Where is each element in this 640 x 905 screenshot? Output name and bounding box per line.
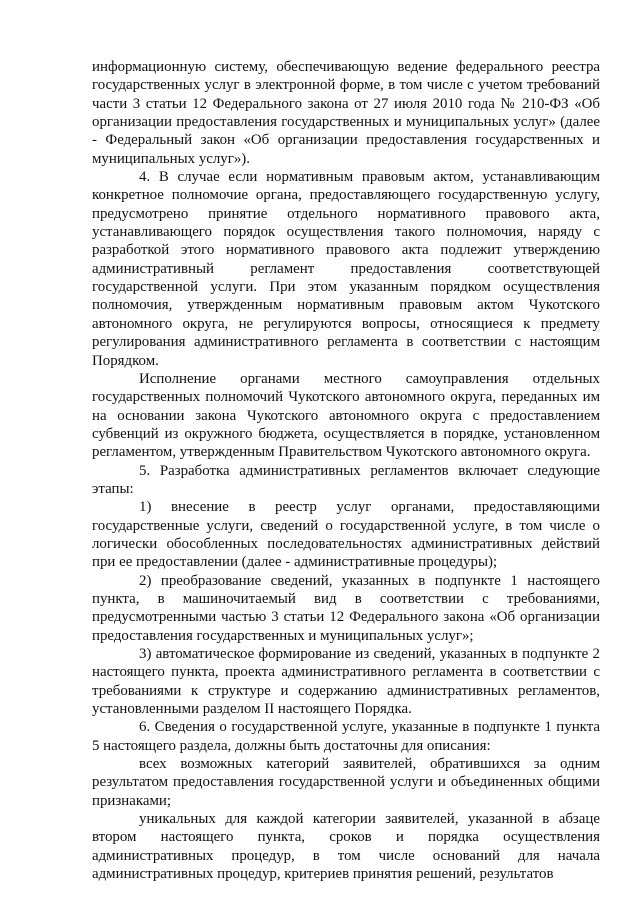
paragraph-item-4: 4. В случае если нормативным правовым актом, устанавливающим конкретное полномочие органа, предоставляющего государственную услугу, предусмотрено принятие отдельного нормативного правового акта, устанавливающего порядок осуществления такого полномочия, наряду с разработкой этого нормативного правового акта подлежит утверждению административный регламент предоставления соответствующей государственной услуги. При этом указанным порядком осуществления полномочия, утвержденным нормативным правовым актом Чукотского автономного округа, не регулируются вопросы, относящиеся к предмету регулирования административного регламента в соответствии с настоящим Порядком. [92, 169, 600, 369]
paragraph-item-5-1: 1) внесение в реестр услуг органами, предоставляющими государственные услуги, сведений о государственной услуге, в том числе о логически обособленных последовательностях административных действий при ее предоставлении (далее - административные процедуры); [92, 499, 600, 571]
paragraph-item-5-3: 3) автоматическое формирование из сведений, указанных в подпункте 2 настоящего пункта, проекта административного регламента в соответствии с требованиями к структуре и содержанию административных регламентов, установленными разделом II настоящего Порядка. [92, 646, 600, 718]
paragraph-continuation: информационную систему, обеспечивающую ведение федерального реестра государственных услуг в электронной форме, в том числе с учетом требований части 3 статьи 12 Федерального закона от 27 июля 2010 года № 210-ФЗ «Об организации предоставления государственных и муниципальных услуг» (далее - Федеральный закон «Об организации предоставления государственных и муниципальных услуг»). [92, 59, 600, 167]
paragraph-item-6: 6. Сведения о государственной услуге, указанные в подпункте 1 пункта 5 настоящего раздела, должны быть достаточны для описания: [92, 719, 600, 754]
paragraph-item-6-procedures: уникальных для каждой категории заявителей, указанной в абзаце втором настоящего пункта, сроков и порядка осуществления административных процедур, в том числе оснований для начала административных процедур, критериев принятия решений, результатов [92, 811, 600, 883]
paragraph-local-government: Исполнение органами местного самоуправления отдельных государственных полномочий Чукотского автономного округа, переданных им на основании закона Чукотского автономного округа с предоставлением субвенций из окружного бюджета, осуществляется в порядке, установленном регламентом, утвержденным Правительством Чукотского автономного округа. [92, 370, 600, 461]
paragraph-item-6-applicants: всех возможных категорий заявителей, обратившихся за одним результатом предоставления государственной услуги и объединенных общими признаками; [92, 756, 600, 809]
paragraph-item-5-2: 2) преобразование сведений, указанных в подпункте 1 настоящего пункта, в машиночитаемый вид в соответствии с требованиями, предусмотренными частью 3 статьи 12 Федерального закона «Об организации предоставления государственных и муниципальных услуг»; [92, 572, 600, 644]
paragraph-item-5: 5. Разработка административных регламентов включает следующие этапы: [92, 462, 600, 497]
document-page [92, 58, 600, 883]
